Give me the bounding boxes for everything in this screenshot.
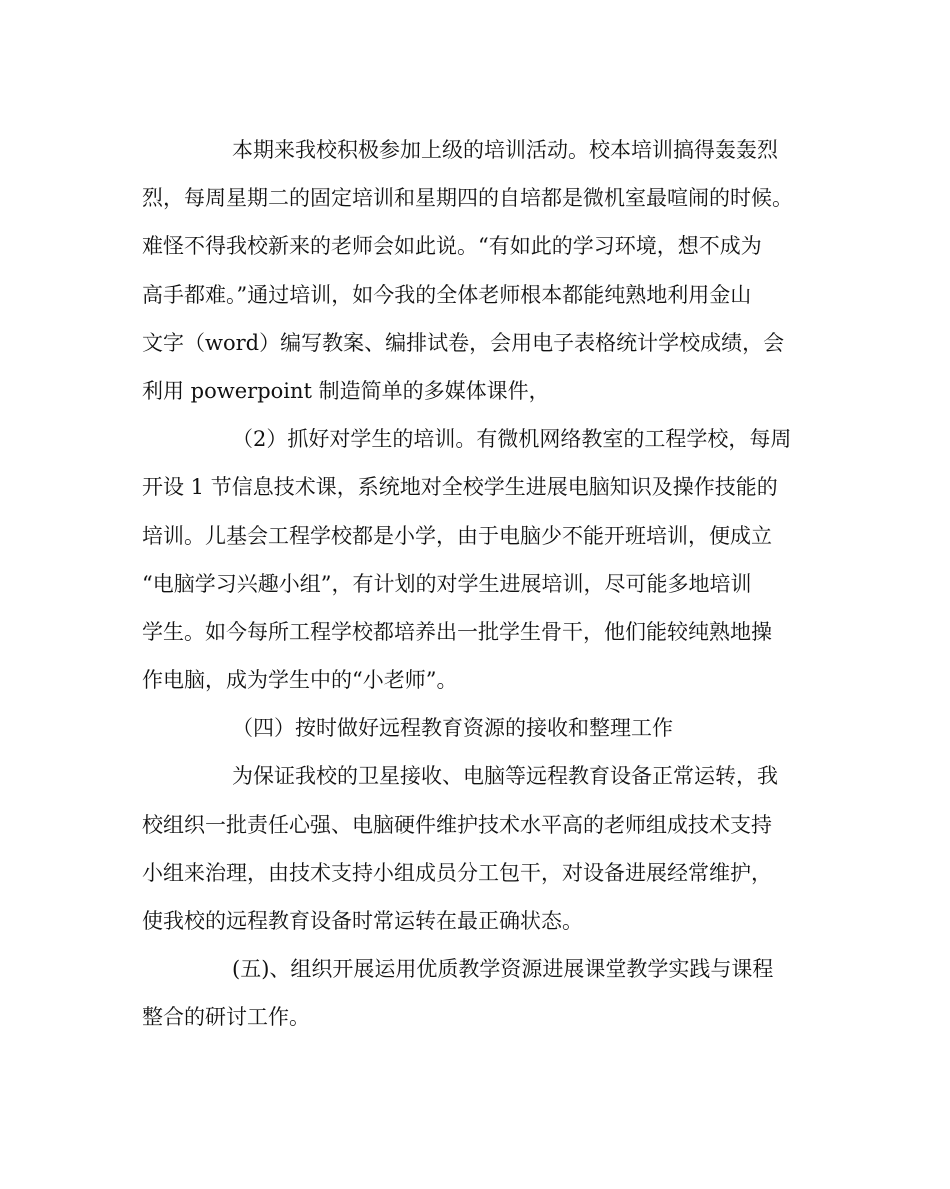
text-line: 培训。儿基会工程学校都是小学，由于电脑少不能开班培训，便成立 [142,523,772,548]
text-line: 作电脑，成为学生中的“小老师”。 [142,668,458,693]
heading-line: (五)、组织开展运用优质教学资源进展课堂教学实践与课程 [232,957,774,982]
text-line: 为保证我校的卫星接收、电脑等远程教育设备正常运转，我 [232,764,778,789]
text-line: “电脑学习兴趣小组”，有计划的对学生进展培训，尽可能多地培训 [142,571,752,596]
paragraph-training-activities [142,126,812,415]
text-line: 校组织一批责任心强、电脑硬件维护技术水平高的老师组成技术支持 [142,812,772,837]
text-line: 利用 powerpoint 制造简单的多媒体课件， [142,378,550,403]
section-heading-4 [142,704,812,752]
text-line: 开设 1 节信息技术课，系统地对全校学生进展电脑知识及操作技能的 [142,475,778,500]
text-line: （2）抓好对学生的培训。有微机网络教室的工程学校，每周 [232,427,792,452]
text-line: 高手都难。”通过培训，如今我的全体老师根本都能纯熟地利用金山 [142,282,752,307]
section-heading-5 [142,945,812,1041]
text-line: 使我校的远程教育设备时常运转在最正确状态。 [142,909,583,933]
paragraph-student-training [142,415,812,704]
text-line: 学生。如今每所工程学校都培养出一批学生骨干，他们能较纯熟地操 [142,619,772,644]
text-line: 烈，每周星期二的固定培训和星期四的自培都是微机室最喧闹的时候。 [142,186,793,211]
text-line: 本期来我校积极参加上级的培训活动。校本培训搞得轰轰烈 [232,138,778,162]
document-body [142,126,812,1042]
paragraph-equipment-maintenance [142,752,812,945]
heading-line: 整合的研讨工作。 [142,1005,310,1030]
text-line: 小组来治理，由技术支持小组成员分工包干，对设备进展经常维护， [142,860,772,885]
text-line: 难怪不得我校新来的老师会如此说。“有如此的学习环境，想不成为 [142,234,762,259]
text-line: 文字（word）编写教案、编排试卷，会用电子表格统计学校成绩，会 [142,330,785,355]
heading-line: （四）按时做好远程教育资源的接收和整理工作 [232,716,673,741]
